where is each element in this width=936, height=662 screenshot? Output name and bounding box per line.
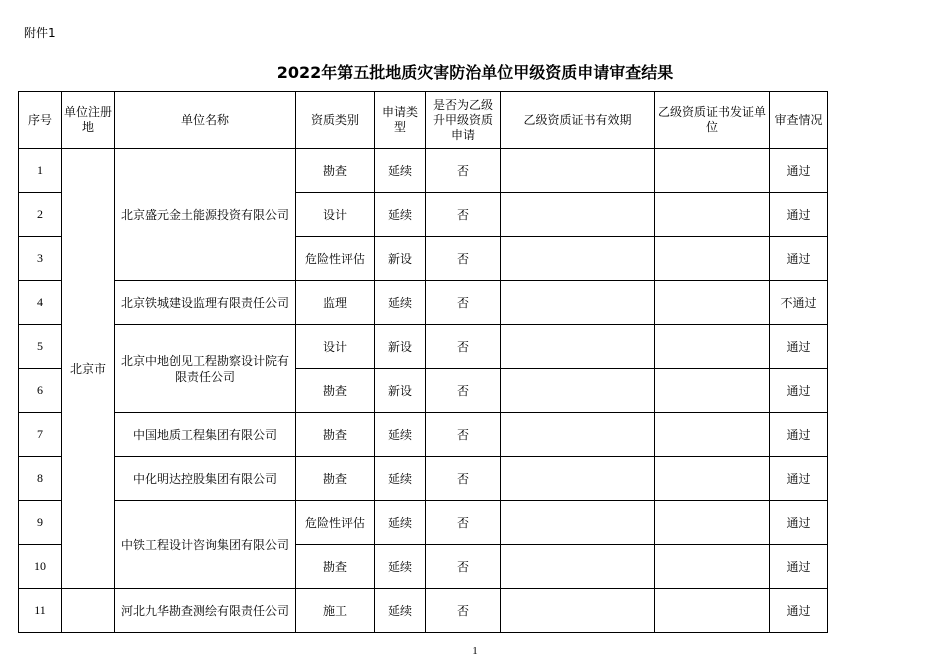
cell-app-type: 延续 bbox=[375, 545, 426, 589]
cell-validity bbox=[501, 413, 655, 457]
cell-app-type: 延续 bbox=[375, 457, 426, 501]
cell-upgrade: 否 bbox=[426, 325, 501, 369]
cell-review: 通过 bbox=[770, 193, 828, 237]
cell-review: 通过 bbox=[770, 369, 828, 413]
col-header-unit-name: 单位名称 bbox=[115, 92, 296, 149]
cell-review: 通过 bbox=[770, 413, 828, 457]
cell-issuer bbox=[655, 589, 770, 633]
cell-issuer bbox=[655, 545, 770, 589]
cell-unit-name: 中铁工程设计咨询集团有限公司 bbox=[115, 501, 296, 589]
table-header-row bbox=[19, 92, 828, 149]
table-row bbox=[19, 149, 828, 193]
cell-qual-type: 设计 bbox=[296, 193, 375, 237]
cell-seq: 1 bbox=[19, 149, 62, 193]
cell-region-empty bbox=[62, 589, 115, 633]
cell-seq: 8 bbox=[19, 457, 62, 501]
cell-qual-type: 施工 bbox=[296, 589, 375, 633]
cell-app-type: 延续 bbox=[375, 589, 426, 633]
cell-upgrade: 否 bbox=[426, 545, 501, 589]
cell-issuer bbox=[655, 457, 770, 501]
cell-upgrade: 否 bbox=[426, 369, 501, 413]
cell-qual-type: 勘查 bbox=[296, 369, 375, 413]
cell-issuer bbox=[655, 369, 770, 413]
cell-unit-name: 中化明达控股集团有限公司 bbox=[115, 457, 296, 501]
col-header-region: 单位注册地 bbox=[62, 92, 115, 149]
cell-review: 通过 bbox=[770, 149, 828, 193]
page-number: 1 bbox=[472, 645, 478, 657]
cell-review: 通过 bbox=[770, 325, 828, 369]
col-header-app-type: 申请类型 bbox=[375, 92, 426, 149]
cell-region: 北京市 bbox=[62, 149, 115, 589]
cell-unit-name: 中国地质工程集团有限公司 bbox=[115, 413, 296, 457]
cell-validity bbox=[501, 149, 655, 193]
cell-issuer bbox=[655, 193, 770, 237]
cell-issuer bbox=[655, 237, 770, 281]
cell-seq: 10 bbox=[19, 545, 62, 589]
cell-app-type: 延续 bbox=[375, 501, 426, 545]
table-row bbox=[19, 413, 828, 457]
cell-app-type: 新设 bbox=[375, 369, 426, 413]
cell-app-type: 新设 bbox=[375, 325, 426, 369]
col-header-issuer: 乙级资质证书发证单位 bbox=[655, 92, 770, 149]
cell-unit-name: 北京铁城建设监理有限责任公司 bbox=[115, 281, 296, 325]
cell-seq: 11 bbox=[19, 589, 62, 633]
cell-app-type: 延续 bbox=[375, 281, 426, 325]
cell-app-type: 延续 bbox=[375, 413, 426, 457]
cell-validity bbox=[501, 325, 655, 369]
cell-unit-name: 北京盛元金土能源投资有限公司 bbox=[115, 149, 296, 281]
cell-validity bbox=[501, 193, 655, 237]
cell-qual-type: 危险性评估 bbox=[296, 237, 375, 281]
cell-validity bbox=[501, 457, 655, 501]
cell-issuer bbox=[655, 413, 770, 457]
document-title: 2022年第五批地质灾害防治单位甲级资质申请审查结果 bbox=[276, 63, 674, 82]
table-row bbox=[19, 457, 828, 501]
cell-upgrade: 否 bbox=[426, 413, 501, 457]
cell-issuer bbox=[655, 149, 770, 193]
col-header-upgrade: 是否为乙级升甲级资质申请 bbox=[426, 92, 501, 149]
cell-upgrade: 否 bbox=[426, 589, 501, 633]
cell-unit-name: 河北九华勘查测绘有限责任公司 bbox=[115, 589, 296, 633]
cell-qual-type: 监理 bbox=[296, 281, 375, 325]
cell-validity bbox=[501, 589, 655, 633]
cell-issuer bbox=[655, 325, 770, 369]
table-row bbox=[19, 589, 828, 633]
cell-qual-type: 危险性评估 bbox=[296, 501, 375, 545]
cell-upgrade: 否 bbox=[426, 457, 501, 501]
col-header-review: 审查情况 bbox=[770, 92, 828, 149]
cell-qual-type: 勘查 bbox=[296, 457, 375, 501]
cell-issuer bbox=[655, 501, 770, 545]
attachment-label: 附件1 bbox=[24, 26, 56, 40]
cell-validity bbox=[501, 281, 655, 325]
col-header-validity: 乙级资质证书有效期 bbox=[501, 92, 655, 149]
cell-review: 不通过 bbox=[770, 281, 828, 325]
cell-review: 通过 bbox=[770, 501, 828, 545]
cell-seq: 2 bbox=[19, 193, 62, 237]
cell-review: 通过 bbox=[770, 457, 828, 501]
cell-upgrade: 否 bbox=[426, 193, 501, 237]
col-header-seq: 序号 bbox=[19, 92, 62, 149]
cell-seq: 4 bbox=[19, 281, 62, 325]
cell-validity bbox=[501, 369, 655, 413]
cell-validity bbox=[501, 545, 655, 589]
col-header-qual-type: 资质类别 bbox=[296, 92, 375, 149]
cell-seq: 9 bbox=[19, 501, 62, 545]
cell-seq: 7 bbox=[19, 413, 62, 457]
cell-upgrade: 否 bbox=[426, 281, 501, 325]
cell-qual-type: 设计 bbox=[296, 325, 375, 369]
cell-review: 通过 bbox=[770, 545, 828, 589]
cell-app-type: 延续 bbox=[375, 149, 426, 193]
cell-upgrade: 否 bbox=[426, 237, 501, 281]
cell-upgrade: 否 bbox=[426, 501, 501, 545]
cell-app-type: 延续 bbox=[375, 193, 426, 237]
cell-seq: 5 bbox=[19, 325, 62, 369]
cell-seq: 3 bbox=[19, 237, 62, 281]
cell-app-type: 新设 bbox=[375, 237, 426, 281]
table-row bbox=[19, 281, 828, 325]
cell-upgrade: 否 bbox=[426, 149, 501, 193]
cell-qual-type: 勘查 bbox=[296, 545, 375, 589]
cell-seq: 6 bbox=[19, 369, 62, 413]
table-row bbox=[19, 501, 828, 545]
table-row bbox=[19, 325, 828, 369]
cell-unit-name: 北京中地创见工程勘察设计院有限责任公司 bbox=[115, 325, 296, 413]
cell-issuer bbox=[655, 281, 770, 325]
cell-review: 通过 bbox=[770, 589, 828, 633]
cell-validity bbox=[501, 237, 655, 281]
cell-qual-type: 勘查 bbox=[296, 149, 375, 193]
results-table bbox=[18, 91, 828, 633]
cell-review: 通过 bbox=[770, 237, 828, 281]
cell-validity bbox=[501, 501, 655, 545]
cell-qual-type: 勘查 bbox=[296, 413, 375, 457]
